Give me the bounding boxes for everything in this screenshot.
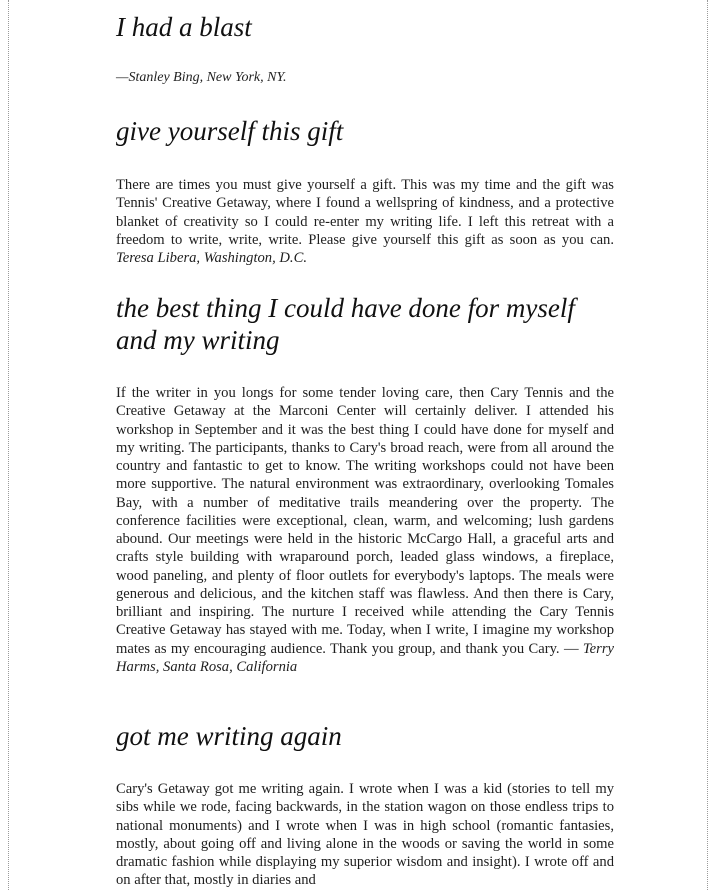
- testimonial-heading: I had a blast: [116, 12, 252, 42]
- testimonial-byline: Teresa Libera, Washington, D.C.: [116, 250, 307, 266]
- testimonial-heading: the best thing I could have done for myself and my writing: [116, 293, 575, 355]
- testimonial-body: [116, 176, 614, 267]
- testimonial-byline: Terry Harms, Santa Rosa, California: [116, 640, 614, 675]
- testimonial-text: If the writer in you longs for some tender loving care, then Cary Tennis and the Creative Getaway at the Marconi Center will certainly deliver. I attended his workshop in September and it was the best thing I could have done for myself and my writing. The participants, thanks to Cary's broad reach, were from all around the country and fantastic to get to know. The writing workshops could not have been more supportive. The natural environment was extraordinary, overlooking Tomales Bay, with a number of meditative trails meandering over the property. The conference facilities were exceptional, clean, warm, and welcoming; lush gardens abound. Our meetings were held in the historic McCargo Hall, a graceful arts and crafts style building with wraparound porch, leaded glass windows, a fireplace, wood paneling, and plenty of floor outlets for everybody's laptops. The meals were generous and delicious, and the kitchen staff was flawless. And then there is Cary, brilliant and inspiring. The nurture I received while attending the Cary Tennis Creative Getaway has stayed with me. Today, when I write, I imagine my workshop mates as my encouraging audience. Thank you group, and thank you Cary. —: [116, 385, 614, 657]
- testimonial-text: Cary's Getaway got me writing again. I wrote when I was a kid (stories to tell my sibs while we rode, facing backwards, in the station wagon on those endless trips to national monuments) and I wrote when I was in high school (romantic fantasies, mostly, about going off and living alone in the woods or saving the world in some dramatic fashion while displaying my superior wisdom and insight). I wrote off and on after that, mostly in diaries and: [116, 781, 614, 889]
- testimonial-text: There are times you must give yourself a gift. This was my time and the gift was Tennis' Creative Getaway, where I found a wellspring of kindness, and a protective blanket of creativity so I could re-enter my writing life. I left this retreat with a freedom to write, write, write. Please give yourself this gift as soon as you can.: [116, 177, 614, 248]
- testimonial-heading: give yourself this gift: [116, 116, 344, 146]
- document-page: [8, 0, 708, 890]
- testimonial-heading: got me writing again: [116, 721, 342, 751]
- testimonial-body: [116, 384, 614, 676]
- testimonial-attribution: —Stanley Bing, New York, NY.: [116, 70, 287, 85]
- testimonial-body: [116, 780, 614, 890]
